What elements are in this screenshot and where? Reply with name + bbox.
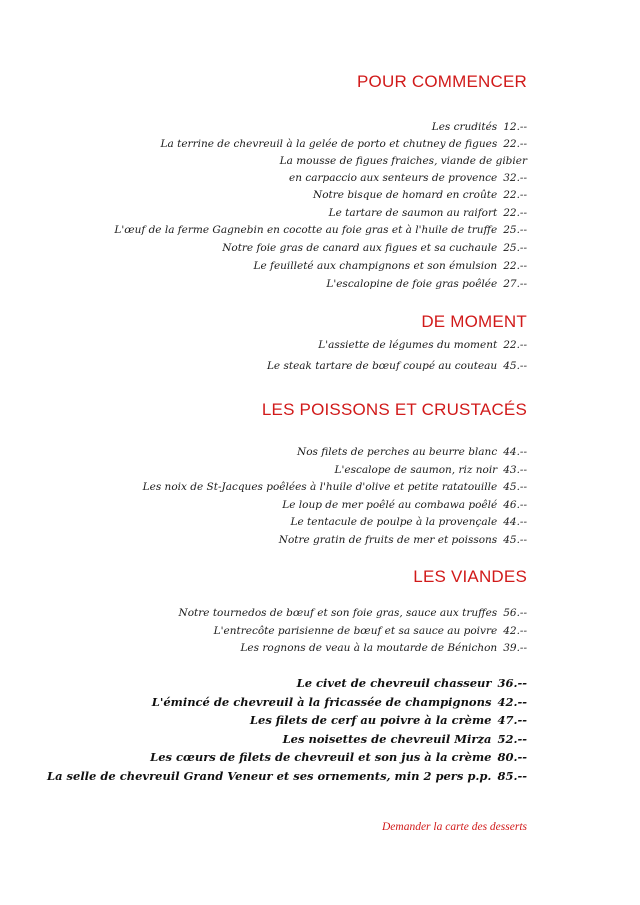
game-menu-item: La selle de chevreuil Grand Veneur et ses ornements, min 2 pers p.p. 85.-- (46, 769, 527, 783)
menu-item: Le loup de mer poêlé au combawa poêlé 46.-- (282, 499, 527, 511)
menu-item: en carpaccio aux senteurs de provence 32.-- (289, 172, 527, 184)
section-title-poissons: LES POISSONS ET CRUSTACÉS (261, 400, 527, 419)
menu-item: Notre tournedos de bœuf et son foie gras, sauce aux truffes 56.-- (178, 607, 527, 619)
menu-item: L'assiette de légumes du moment 22.-- (318, 339, 527, 351)
menu-item: La terrine de chevreuil à la gelée de porto et chutney de figues 22.-- (160, 138, 527, 150)
game-menu-item: Les cœurs de filets de chevreuil et son jus à la crème 80.-- (150, 750, 527, 764)
menu-item: L'œuf de la ferme Gagnebin en cocotte au foie gras et à l'huile de truffe 25.-- (114, 224, 527, 236)
menu-item: L'entrecôte parisienne de bœuf et sa sauce au poivre 42.-- (213, 625, 527, 637)
game-menu-item: Les noisettes de chevreuil Mirza 52.-- (282, 732, 527, 746)
section-title-commencer: POUR COMMENCER (357, 72, 527, 91)
game-menu-item: Les filets de cerf au poivre à la crème 47.-- (249, 713, 527, 727)
menu-item: L'escalopine de foie gras poêlée 27.-- (326, 278, 527, 290)
menu-item: Les noix de St-Jacques poêlées à l'huile d'olive et petite ratatouille 45.-- (142, 481, 527, 493)
menu-item: Le tentacule de poulpe à la provençale 44.-- (290, 516, 527, 528)
menu-item: L'escalope de saumon, riz noir 43.-- (334, 464, 527, 476)
desserts-note: Demander la carte des desserts (381, 821, 527, 833)
menu-item: Les rognons de veau à la moutarde de Bénichon 39.-- (240, 642, 527, 654)
menu-item: Le tartare de saumon au raifort 22.-- (328, 207, 527, 219)
game-menu-item: L'émincé de chevreuil à la fricassée de champignons 42.-- (151, 695, 527, 709)
menu-item: Notre foie gras de canard aux figues et sa cuchaule 25.-- (222, 242, 527, 254)
menu-item: Notre bisque de homard en croûte 22.-- (313, 189, 527, 201)
menu-item: Les crudités 12.-- (431, 121, 527, 133)
menu-item: Notre gratin de fruits de mer et poissons 45.-- (278, 534, 527, 546)
section-title-moment: DE MOMENT (421, 312, 527, 331)
menu-item: La mousse de figues fraiches, viande de gibier (279, 155, 527, 167)
menu-item: Le steak tartare de bœuf coupé au couteau 45.-- (266, 360, 527, 372)
section-title-viandes: LES VIANDES (413, 567, 527, 586)
menu-item: Le feuilleté aux champignons et son émulsion 22.-- (253, 260, 527, 272)
menu-item: Nos filets de perches au beurre blanc 44.-- (297, 446, 527, 458)
game-menu-item: Le civet de chevreuil chasseur 36.-- (296, 676, 527, 690)
